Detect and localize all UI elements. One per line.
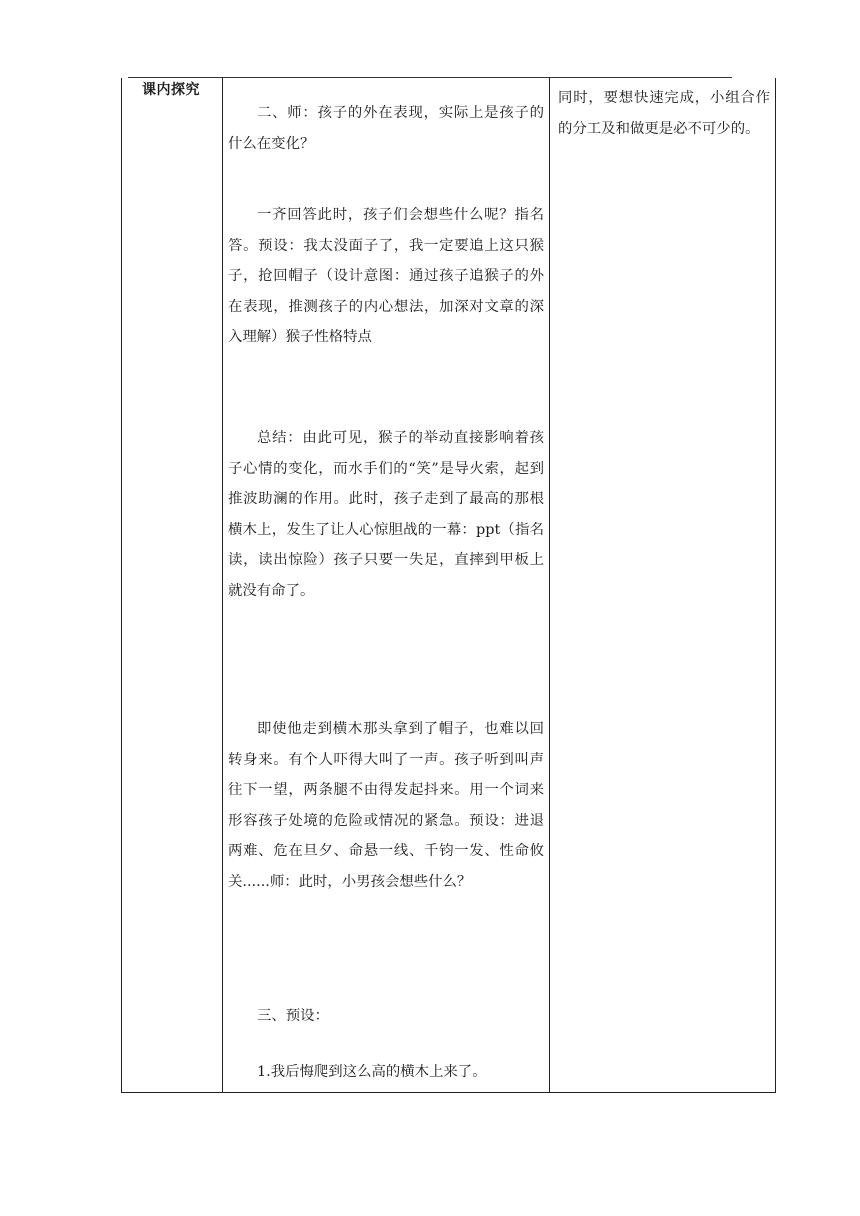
- paragraph-teacher-question: 二、师：孩子的外在表现，实际上是孩子的什么在变化？: [228, 105, 544, 152]
- paragraph-preset-heading: 三、预设：: [257, 1008, 329, 1024]
- section-label: 课内探究: [142, 82, 200, 98]
- intent-text: 同时，要想快速完成，小组合作的分工及和做更是必不可少的。: [558, 90, 770, 137]
- section-column: [122, 78, 223, 1092]
- paragraph-preset-item-1: 1.我后悔爬到这么高的横木上来了。: [257, 1064, 487, 1080]
- teacher-activity-column: [223, 78, 550, 1092]
- paragraph-danger-situation: 即使他走到横木那头拿到了帽子，也难以回转身来。有个人吓得大叫了一声。孩子听到叫声往下一望，两条腿不由得发起抖来。用一个词来形容孩子处境的危险或情况的紧急。预设：进退两难、危在旦夕、命悬一线、千钧一发、性命攸关......师：此时，小男孩会想些什么？: [228, 721, 544, 890]
- paragraph-summary: 总结：由此可见，猴子的举动直接影响着孩子心情的变化，而水手们的“笑”是导火索，起到推波助澜的作用。此时，孩子走到了最高的那根横木上，发生了让人心惊胆战的一幕：ppt（指名读，读出惊险）孩子只要一失足，直摔到甲板上就没有命了。: [228, 430, 544, 599]
- design-intent-column: [550, 78, 775, 1092]
- paragraph-student-answer: 一齐回答此时，孩子们会想些什么呢？指名答。预设：我太没面子了，我一定要追上这只猴子，抢回帽子（设计意图：通过孩子追猴子的外在表现，推测孩子的内心想法，加深对文章的深入理解）猴子性格特点: [228, 207, 544, 345]
- lesson-plan-table: [121, 78, 776, 1093]
